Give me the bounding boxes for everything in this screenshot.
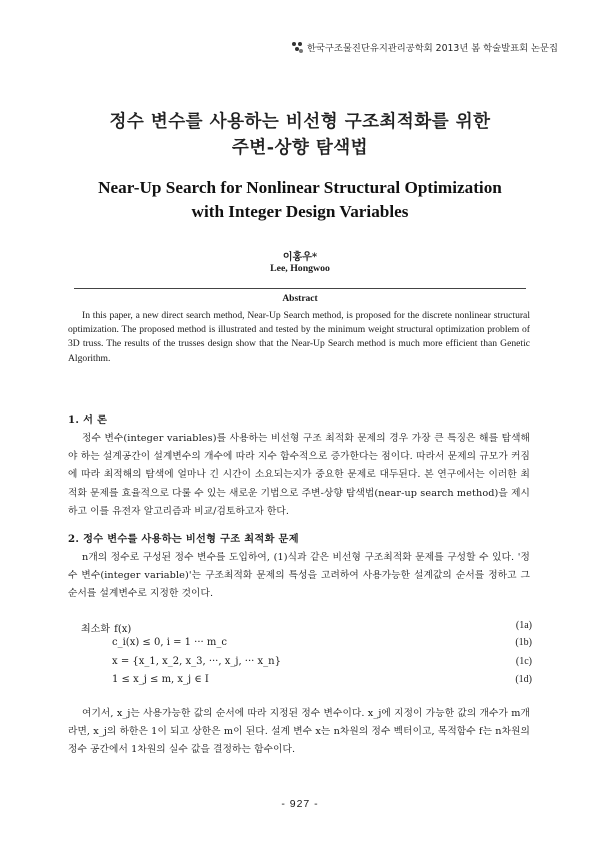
equation-number-1c: (1c): [515, 656, 532, 667]
equation-number-1d: (1d): [515, 674, 532, 685]
abstract-text: In this paper, a new direct search method, Near-Up Search method, is proposed for the discrete nonlinear structural optimization. The proposed method is illustrated and tested by the minimum weight structural optimization problem of 3D truss. The results of the trusses design show that the Near-Up Search method is much more efficient than Genetic Algorithm.: [68, 310, 530, 364]
equation-number-1b: (1b): [515, 637, 532, 648]
proceedings-logo-icon: [292, 42, 303, 53]
equation-1b: c_i(x) ≤ 0, i = 1 ··· m_c: [112, 637, 227, 648]
author-english: Lee, Hongwoo: [270, 263, 330, 274]
title-english-line2: with Integer Design Variables: [191, 202, 409, 221]
proceedings-header: [292, 40, 558, 54]
section2-text: n개의 정수로 구성된 정수 변수를 도입하여, (1)식과 같은 비선형 구조최적화 문제를 구성할 수 있다. '정수 변수(integer variable)'는 구조최적화 문제의 특성을 고려하여 사용가능한 설계값의 순서를 정하고 그 순서를 설계변수로 지정한 것이다.: [68, 552, 530, 600]
abstract-heading: Abstract: [282, 294, 318, 304]
equation-number-1a: (1a): [515, 620, 532, 631]
author-korean: 이홍우*: [282, 252, 318, 263]
title-english-line1: Near-Up Search for Nonlinear Structural Optimization: [98, 178, 502, 197]
section1-text: 정수 변수(integer variables)를 사용하는 비선형 구조 최적화 문제의 경우 가장 큰 특징은 해를 탐색해야 하는 설계공간이 설계변수의 개수에 따라 지수 함수적으로 증가한다는 점이다. 따라서 문제의 규모가 커짐에 따라 최적해의 탐색에 얼마나 긴 시간이 소요되는지가 중요한 문제로 대두된다. 본 연구에서는 이러한 최적화 문제를 효율적으로 다룰 수 있는 새로운 기법으로 주변-상향 탐색법(near-up search method)을 제시하고 이를 유전자 알고리즘과 비교/검토하고자 한다.: [68, 433, 530, 517]
title-korean-line1: 정수 변수를 사용하는 비선형 구조최적화를 위한: [109, 112, 491, 132]
title-korean-line2: 주변-상향 탐색법: [231, 138, 369, 158]
equation-1a: f(x): [114, 624, 132, 635]
minimize-word: 최소화: [81, 624, 110, 635]
abstract-top-rule: [74, 288, 526, 289]
section2-heading: 2. 정수 변수를 사용하는 비선형 구조 최적화 문제: [68, 533, 299, 545]
section2-continued-text: 여기서, x_j는 사용가능한 값의 순서에 따라 지정된 정수 변수이다. x_j에 지정이 가능한 값의 개수가 m개라면, x_j의 하한은 1이 되고 상한은 m이 된다. 설계 변수 x는 n차원의 정수 벡터이고, 목적함수 f는 n차원의 정수 공간에서 1차원의 실수 값을 결정하는 함수이다.: [68, 708, 530, 756]
section1-heading: 1. 서 론: [68, 414, 108, 426]
equation-1d: 1 ≤ x_j ≤ m, x_j ∈ I: [112, 674, 209, 685]
page-number: - 927 -: [281, 798, 319, 810]
minimize-label: [81, 620, 131, 635]
proceedings-title: 한국구조물진단유지관리공학회 2013년 봄 학술발표회 논문집: [306, 43, 558, 54]
equation-1c: x = {x_1, x_2, x_3, ···, x_j, ··· x_n}: [112, 656, 281, 667]
